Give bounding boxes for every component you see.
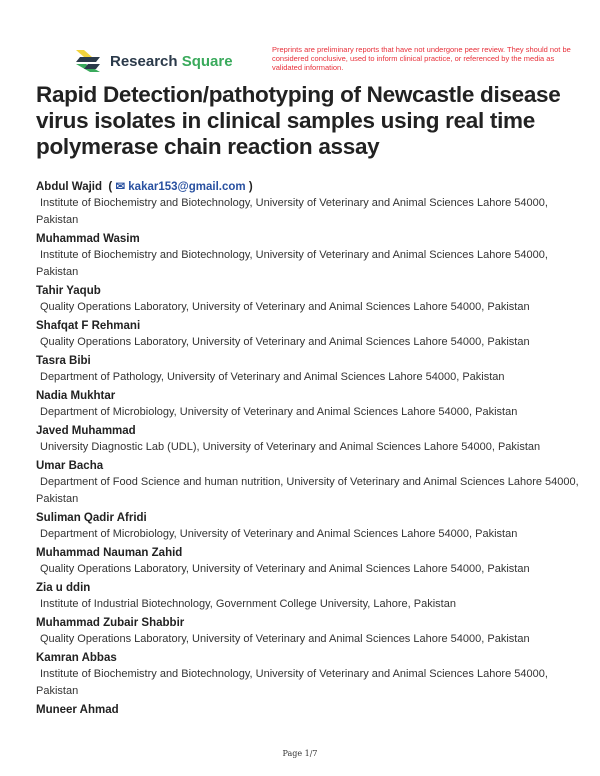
author-email[interactable]: kakar153@gmail.com <box>128 181 246 193</box>
research-square-logo[interactable] <box>74 48 233 74</box>
author-affiliation: University Diagnostic Lab (UDL), University of Veterinary and Animal Sciences Lahore 54000, Pakistan <box>40 441 541 453</box>
author-name: Nadia Mukhtar <box>36 390 116 402</box>
research-square-logo-icon <box>74 48 104 74</box>
author-entry <box>36 702 581 718</box>
author-entry <box>36 283 581 316</box>
author-entry <box>36 353 581 386</box>
author-affiliation: Quality Operations Laboratory, University of Veterinary and Animal Sciences Lahore 54000, Pakistan <box>40 633 530 645</box>
author-email-link[interactable] <box>115 181 245 193</box>
author-name: Suliman Qadir Afridi <box>36 512 147 524</box>
paper-title: Rapid Detection/pathotyping of Newcastle disease virus isolates in clinical samples using real time polymerase chain reaction assay <box>36 82 561 159</box>
author-affiliation: Institute of Biochemistry and Biotechnology, University of Veterinary and Animal Sciences Lahore 54000, Pakistan <box>36 668 548 697</box>
author-entry <box>36 650 581 700</box>
author-name: Muneer Ahmad <box>36 704 119 716</box>
author-entry <box>36 580 581 613</box>
author-entry <box>36 231 581 281</box>
author-entry <box>36 510 581 543</box>
logo-word-research: Research <box>110 52 178 70</box>
author-affiliation: Institute of Biochemistry and Biotechnology, University of Veterinary and Animal Sciences Lahore 54000, Pakistan <box>36 197 548 226</box>
author-affiliation: Department of Microbiology, University of Veterinary and Animal Sciences Lahore 54000, Pakistan <box>40 406 518 418</box>
author-list <box>36 179 581 720</box>
envelope-icon: ✉ <box>115 181 126 193</box>
author-affiliation: Institute of Industrial Biotechnology, Government College University, Lahore, Pakistan <box>40 598 456 610</box>
author-affiliation: Department of Microbiology, University of Veterinary and Animal Sciences Lahore 54000, Pakistan <box>40 528 518 540</box>
author-affiliation: Department of Food Science and human nutrition, University of Veterinary and Animal Sciences Lahore 54000, Pakistan <box>36 476 579 505</box>
author-name: Zia u ddin <box>36 582 91 594</box>
author-name: Javed Muhammad <box>36 425 136 437</box>
author-entry <box>36 615 581 648</box>
author-name: Muhammad Nauman Zahid <box>36 547 183 559</box>
preprint-disclaimer: Preprints are preliminary reports that have not undergone peer review. They should not be considered conclusive, used to inform clinical practice, or referenced by the media as validated information. <box>272 45 571 72</box>
author-affiliation: Quality Operations Laboratory, University of Veterinary and Animal Sciences Lahore 54000, Pakistan <box>40 301 530 313</box>
author-entry <box>36 458 581 508</box>
logo-word-square: Square <box>181 52 233 70</box>
author-entry <box>36 423 581 456</box>
author-entry: Abdul Wajid ( ✉ kakar153@gmail.com ) Institute of Biochemistry and Biotechnology, University of Veterinary and Animal Sciences Lahore 54000, Pakistan <box>36 181 548 226</box>
page-number: Page 1/7 <box>282 749 318 758</box>
author-entry <box>36 318 581 351</box>
author-name: Kamran Abbas <box>36 652 117 664</box>
author-name: Tahir Yaqub <box>36 285 101 297</box>
author-name: Shafqat F Rehmani <box>36 320 141 332</box>
author-entry <box>36 545 581 578</box>
author-name: Muhammad Zubair Shabbir <box>36 617 185 629</box>
author-entry <box>36 388 581 421</box>
author-affiliation: Department of Pathology, University of Veterinary and Animal Sciences Lahore 54000, Pakistan <box>40 371 505 383</box>
author-name: Muhammad Wasim <box>36 233 140 245</box>
author-name: Umar Bacha <box>36 460 104 472</box>
author-affiliation: Institute of Biochemistry and Biotechnology, University of Veterinary and Animal Sciences Lahore 54000, Pakistan <box>36 249 548 278</box>
author-affiliation: Quality Operations Laboratory, University of Veterinary and Animal Sciences Lahore 54000, Pakistan <box>40 336 530 348</box>
author-affiliation: Quality Operations Laboratory, University of Veterinary and Animal Sciences Lahore 54000, Pakistan <box>40 563 530 575</box>
author-name: Tasra Bibi <box>36 355 91 367</box>
author-name: Abdul Wajid <box>36 181 103 193</box>
